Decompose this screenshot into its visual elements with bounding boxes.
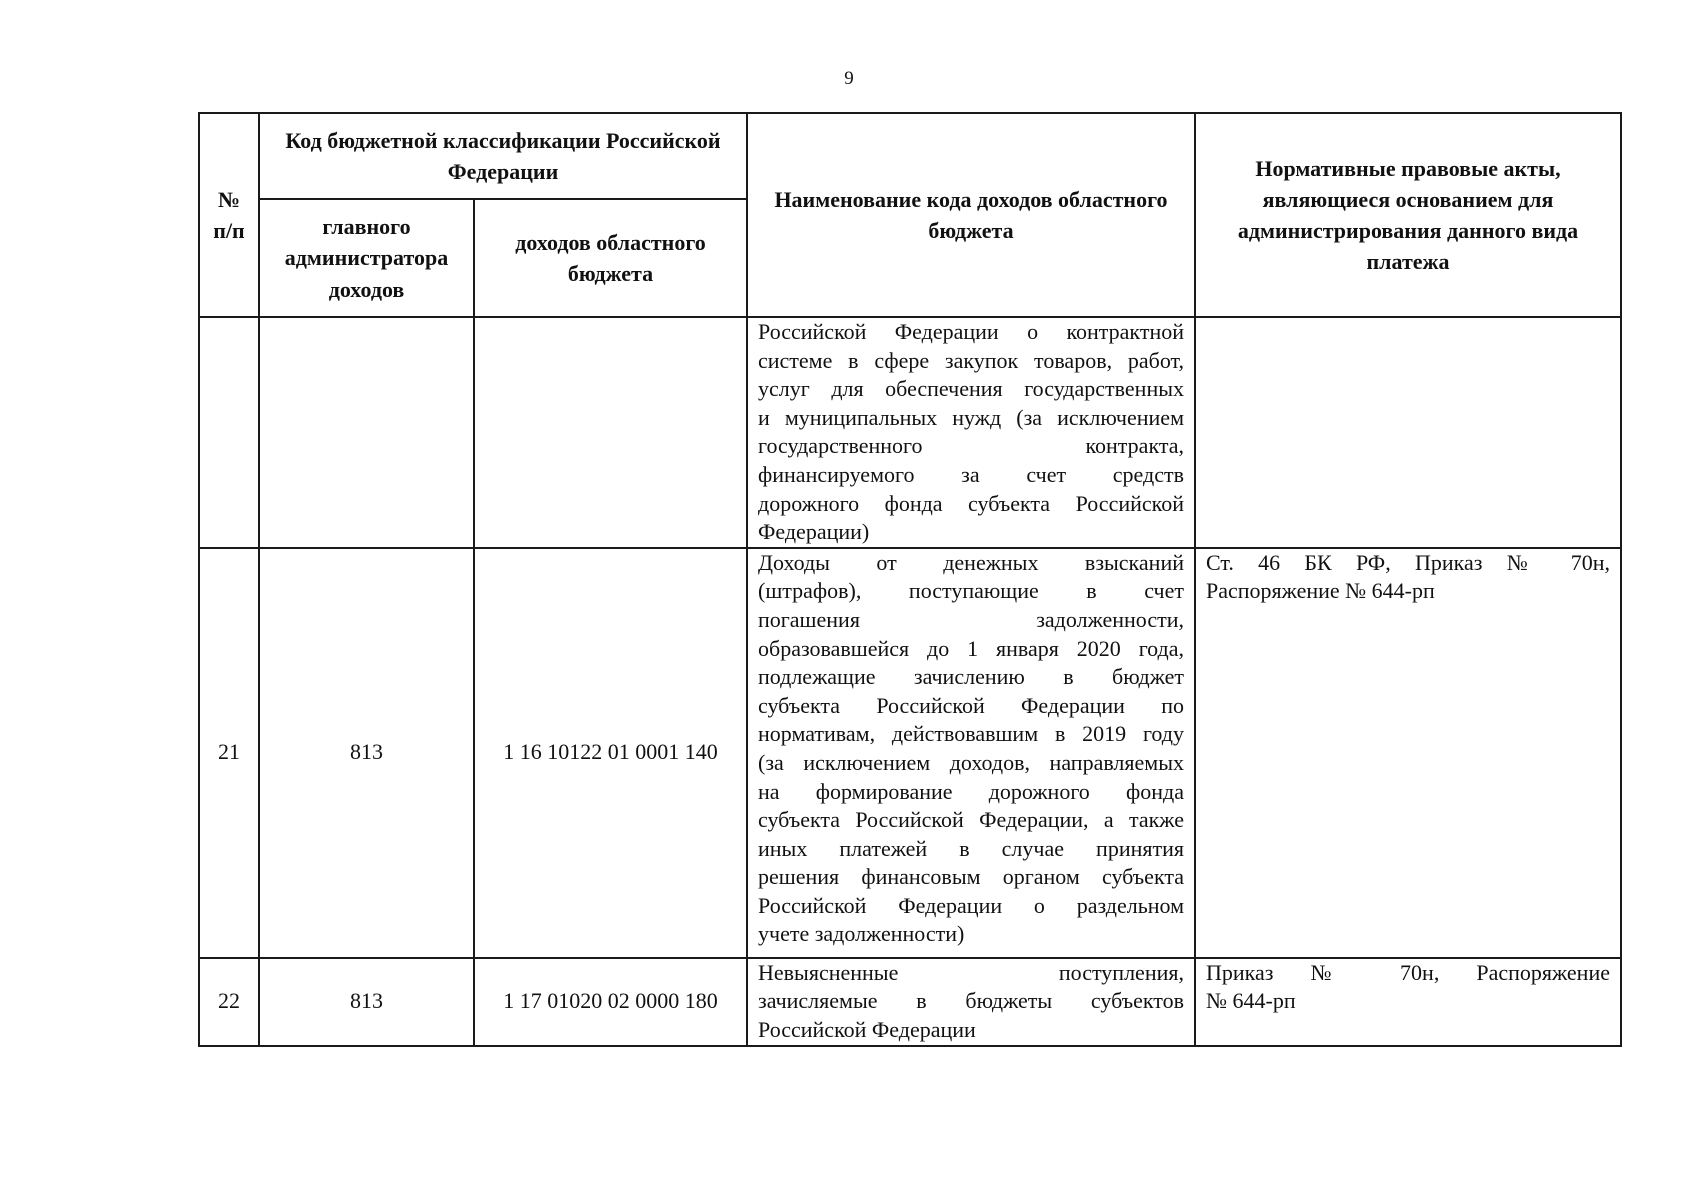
name-line: (штрафов), поступающие в счет: [758, 578, 1184, 604]
cell-income-code: 1 17 01020 02 0000 180: [474, 958, 747, 1046]
name-line: решения финансовым органом субъекта: [758, 864, 1184, 890]
page-number: 9: [844, 68, 854, 89]
name-line: государственного контракта,: [758, 433, 1184, 459]
cell-admin-code: 813: [259, 548, 474, 958]
name-line: дорожного фонда субъекта Российской: [758, 490, 1184, 516]
name-line: услуг для обеспечения государственных: [758, 376, 1184, 402]
acts-line: Распоряжение № 644-рп: [1206, 578, 1435, 604]
acts-line: Приказ № 70н, Распоряжение: [1206, 959, 1610, 985]
header-acts: Нормативные правовые акты, являющиеся основанием для администрирования данного вида платежа: [1195, 113, 1621, 317]
table-body: [199, 317, 1621, 1046]
table-row: [199, 317, 1621, 548]
cell-name: [747, 958, 1195, 1046]
name-line: учете задолженности): [758, 921, 965, 947]
name-line: Российской Федерации: [758, 1016, 976, 1042]
cell-admin-code: 813: [259, 958, 474, 1046]
name-line: образовавшейся до 1 января 2020 года,: [758, 635, 1184, 661]
name-line: погашения задолженности,: [758, 606, 1184, 632]
cell-acts: [1195, 958, 1621, 1046]
name-line: иных платежей в случае принятия: [758, 835, 1184, 861]
cell-acts: [1195, 548, 1621, 958]
name-line: Невыясненные поступления,: [758, 959, 1184, 985]
cell-num: 21: [199, 548, 259, 958]
cell-income-code: 1 16 10122 01 0001 140: [474, 548, 747, 958]
name-line: субъекта Российской Федерации, а также: [758, 807, 1184, 833]
name-line: и муниципальных нужд (за исключением: [758, 404, 1184, 430]
name-line: финансируемого за счет средств: [758, 461, 1184, 487]
cell-income-code: [474, 317, 747, 548]
acts-line: Ст. 46 БК РФ, Приказ № 70н,: [1206, 549, 1610, 575]
name-line: Федерации): [758, 519, 870, 545]
header-num: № п/п: [199, 113, 259, 317]
name-line: Российской Федерации о раздельном: [758, 892, 1184, 918]
revenue-codes-table: [198, 112, 1622, 1047]
acts-line: № 644-рп: [1206, 988, 1296, 1014]
cell-admin-code: [259, 317, 474, 548]
name-line: Доходы от денежных взысканий: [758, 549, 1184, 575]
header-name: Наименование кода доходов областного бюджета: [747, 113, 1195, 317]
table-row: [199, 958, 1621, 1046]
cell-acts: [1195, 317, 1621, 548]
table-row: [199, 548, 1621, 958]
name-line: подлежащие зачислению в бюджет: [758, 664, 1184, 690]
table-header: [199, 113, 1621, 317]
header-kbk-admin: главного администратора доходов: [259, 199, 474, 317]
name-line: (за исключением доходов, направляемых: [758, 749, 1184, 775]
name-line: субъекта Российской Федерации по: [758, 692, 1184, 718]
header-row-top: [199, 113, 1621, 199]
name-line: на формирование дорожного фонда: [758, 778, 1184, 804]
header-kbk-income: доходов областного бюджета: [474, 199, 747, 317]
header-kbk-group: Код бюджетной классификации Российской Федерации: [259, 113, 747, 199]
cell-name: [747, 317, 1195, 548]
name-line: нормативам, действовавшим в 2019 году: [758, 721, 1184, 747]
cell-name: [747, 548, 1195, 958]
name-line: системе в сфере закупок товаров, работ,: [758, 347, 1184, 373]
cell-num: [199, 317, 259, 548]
name-line: Российской Федерации о контрактной: [758, 319, 1184, 344]
cell-num: 22: [199, 958, 259, 1046]
name-line: зачисляемые в бюджеты субъектов: [758, 988, 1184, 1014]
